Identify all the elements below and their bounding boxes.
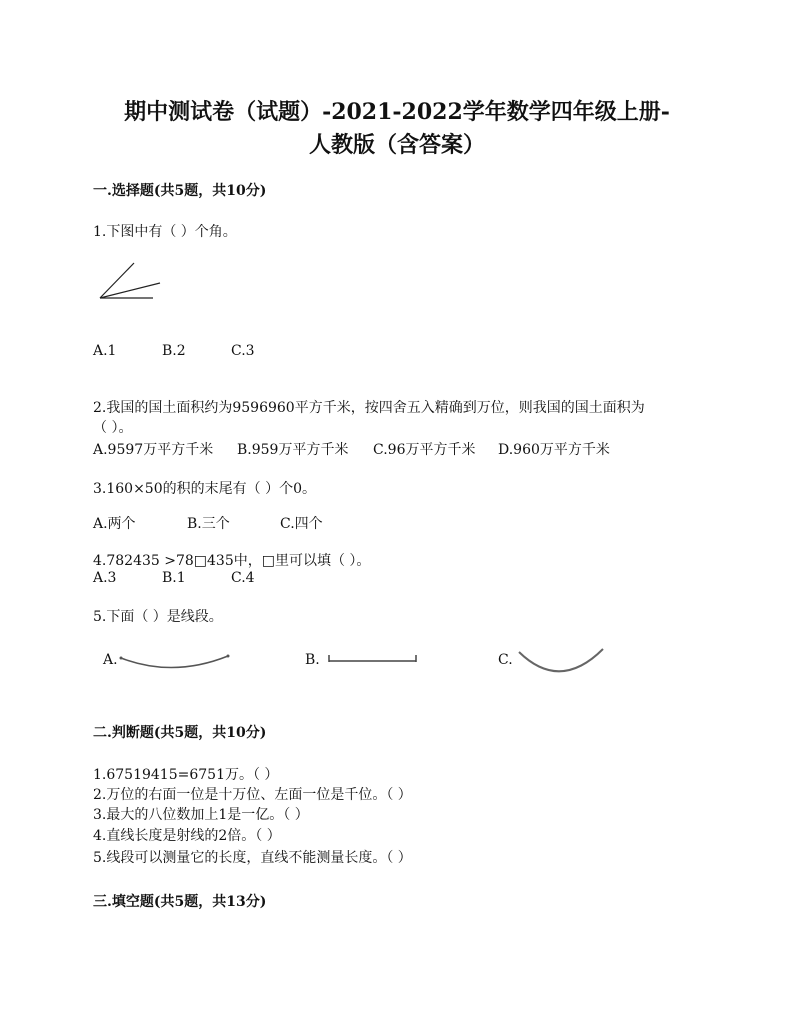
curved-line-a-figure	[118, 648, 233, 673]
question-1-option-a[interactable]: A.1	[93, 343, 117, 359]
curved-line-c-figure	[515, 644, 610, 676]
angle-figure	[90, 255, 170, 310]
question-4-option-b[interactable]: B.1	[162, 570, 186, 586]
question-3-option-a[interactable]: A.两个	[93, 516, 136, 532]
question-3-option-b[interactable]: B.三个	[187, 516, 230, 532]
section-2-heading: 二.判断题(共5题，共10分)	[93, 725, 267, 741]
question-2-option-a[interactable]: A.9597万平方千米	[93, 442, 214, 458]
segment-b-figure	[325, 650, 420, 666]
judge-item-3: 3.最大的八位数加上1是一亿。（ ）	[93, 807, 309, 823]
question-2-option-b[interactable]: B.959万平方千米	[237, 442, 349, 458]
question-4-option-a[interactable]: A.3	[93, 570, 117, 586]
angle-ray-top	[100, 263, 134, 298]
question-2-text: 2.我国的国土面积约为9596960平方千米，按四舍五入精确到万位，则我国的国土面积为	[93, 400, 645, 416]
question-1-option-b[interactable]: B.2	[162, 343, 186, 359]
question-1-option-c[interactable]: C.3	[231, 343, 255, 359]
judge-item-2: 2.万位的右面一位是十万位、左面一位是千位。（ ）	[93, 787, 412, 803]
question-4-option-c[interactable]: C.4	[231, 570, 255, 586]
section-3-heading: 三.填空题(共5题，共13分)	[93, 894, 267, 910]
question-5-text: 5.下面（ ）是线段。	[93, 609, 223, 625]
question-3-option-c[interactable]: C.四个	[280, 516, 323, 532]
question-4-text: 4.782435 >78□435中，□里可以填（ ）。	[93, 553, 371, 569]
angle-ray-middle	[100, 283, 160, 298]
page-title-line-1: 期中测试卷（试题）-2021-2022学年数学四年级上册-	[124, 99, 670, 125]
judge-item-4: 4.直线长度是射线的2倍。（ ）	[93, 828, 281, 844]
question-2-text-continued: （ ）。	[93, 420, 133, 436]
question-3-text: 3.160×50的积的末尾有（ ）个0。	[93, 481, 316, 497]
question-5-option-b[interactable]: B.	[305, 652, 320, 668]
question-2-option-d[interactable]: D.960万平方千米	[498, 442, 610, 458]
question-1-text: 1.下图中有（ ）个角。	[93, 224, 237, 240]
judge-item-1: 1.67519415=6751万。（ ）	[93, 767, 279, 783]
section-1-heading: 一.选择题(共5题，共10分)	[93, 183, 267, 199]
page-title-line-2: 人教版（含答案）	[308, 132, 485, 158]
question-5-option-a[interactable]: A.	[103, 652, 118, 668]
question-2-option-c[interactable]: C.96万平方千米	[373, 442, 476, 458]
judge-item-5: 5.线段可以测量它的长度，直线不能测量长度。（ ）	[93, 850, 412, 866]
question-5-option-c[interactable]: C.	[498, 652, 513, 668]
